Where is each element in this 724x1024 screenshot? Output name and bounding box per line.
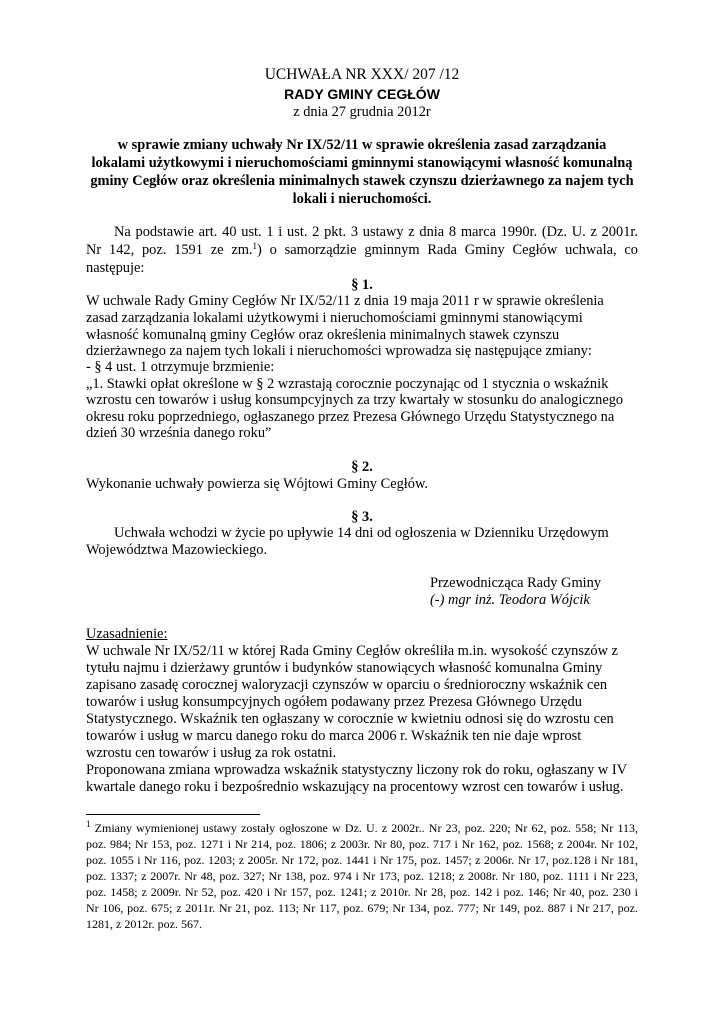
justification-line: towarów i usług konsumpcyjnych ogółem podawany przez Prezesa Głównego Urzędu	[86, 694, 582, 710]
preamble-line: następuje:	[86, 260, 145, 276]
preamble-line: Nr 142, poz. 1591 ze zm.$^1$) o samorządzie gminnym Rada Gminy Cegłów uchwala, co	[86, 241, 639, 258]
footnote-reference: 1	[252, 241, 258, 251]
justification-line: W uchwale Nr IX/52/11 w której Rada Gminy Cegłów określiła m.in. wysokość czynszów z	[86, 643, 618, 659]
signature-name: (-) mgr inż. Teodora Wójcik	[430, 592, 590, 608]
section-heading: § 3.	[351, 509, 373, 525]
footnote-line: poz. 1055 i Nr 116, poz. 1203; z 2005r. Nr 172, poz. 1441 i Nr 175, poz. 1457; z 2006r. Nr 17, poz.128 i Nr 181,	[86, 853, 638, 867]
subject-line: w sprawie zmiany uchwały Nr IX/52/11 w sprawie określenia zasad zarządzania	[117, 137, 607, 153]
preamble-line: Na podstawie art. 40 ust. 1 i ust. 2 pkt. 3 ustawy z dnia 8 marca 1990r. (Dz. U. z 2001r.	[114, 224, 638, 240]
section-line: Wykonanie uchwały powierza się Wójtowi Gminy Cegłów.	[86, 476, 429, 492]
section-line: zasad zarządzania lokalami użytkowymi i nieruchomościami gminnymi stanowiącymi	[86, 310, 583, 326]
footnote-line: $^1$ Zmiany wymienionej ustawy zostały ogłoszone w Dz. U. z 2002r.. Nr 23, poz. 220; Nr 62, poz. 558; Nr 113,	[86, 819, 638, 835]
subject-line: lokalami użytkowymi i nieruchomościami gminnymi stanowiącymi własność komunalną	[91, 155, 633, 171]
footnote-line: poz. 1337; z 2007r. Nr 48, poz. 327; Nr 138, poz. 974 i Nr 173, poz. 1218; z 2008r. Nr 180, poz. 1111 i Nr 223,	[86, 869, 638, 883]
section-line: Województwa Mazowieckiego.	[86, 542, 268, 558]
footnote-separator	[86, 814, 260, 815]
section-line: własność komunalną gminy Cegłów oraz określenia minimalnych stawek czynszu	[86, 327, 560, 343]
subject-line: gminy Cegłów oraz określenia minimalnych stawek czynszu dzierżawnego za najem tych	[90, 173, 634, 189]
justification-line: zapisano zasadę corocznej waloryzacji czynszów w oparciu o średnioroczny wskaźnik cen	[86, 677, 608, 693]
resolution-date: z dnia 27 grudnia 2012r	[293, 104, 431, 120]
council-name: RADY GMINY CEGŁÓW	[284, 86, 440, 102]
resolution-title: UCHWAŁA NR XXX/ 207 /12	[264, 66, 460, 83]
section-line: dzierżawnego za najem tych lokali i nieruchomości wprowadza się następujące zmiany:	[86, 343, 592, 359]
justification-line: tytułu najmu i dzierżawy gruntów i budynków stanowiących własność komunalna Gminy	[86, 660, 603, 676]
subject-line: lokali i nieruchomości.	[292, 191, 432, 207]
footnote-line: Nr 106, poz. 675; z 2011r. Nr 21, poz. 113; Nr 117, poz. 679; Nr 134, poz. 777; Nr 149, poz. 887 i Nr 217, poz.	[86, 901, 638, 915]
section-line: - § 4 ust. 1 otrzymuje brzmienie:	[86, 359, 275, 375]
section-line: dzień 30 września danego roku”	[86, 425, 272, 441]
justification-line: Statystycznego. Wskaźnik ten ogłaszany w corocznie w kwietniu odnosi się do wzrostu cen	[86, 711, 614, 727]
signature-role: Przewodnicząca Rady Gminy	[430, 575, 602, 591]
section-line: „1. Stawki opłat określone w § 2 wzrastają corocznie poczynając od 1 stycznia o wskaźnik	[86, 376, 609, 392]
section-line: W uchwale Rady Gminy Cegłów Nr IX/52/11 z dnia 19 maja 2011 r w sprawie określenia	[86, 293, 604, 309]
section-heading: § 2.	[351, 459, 373, 475]
section-heading: § 1.	[351, 277, 373, 293]
justification-heading: Uzasadnienie:	[86, 626, 168, 642]
section-line: wzrostu cen towarów i usług konsumpcyjnych za trzy kwartały w stosunku do analogicznego	[86, 392, 624, 408]
justification-line: towarów i usług w marcu danego roku do marca 2006 r. Wskaźnik ten nie daje wprost	[86, 728, 582, 744]
footnote-line: poz. 1458; z 2009r. Nr 52, poz. 420 i Nr 157, poz. 1241; z 2010r. Nr 28, poz. 142 i poz. 146; Nr 40, poz. 230 i	[86, 885, 638, 899]
justification-line: kwartale danego roku i bezpośrednio wskazujący na procentowy wzrost cen towarów i usług.	[86, 779, 624, 795]
footnote-line: 1281, z 2012r. poz. 567.	[86, 917, 202, 931]
footnote-mark: 1	[86, 819, 91, 829]
justification-line: wzrostu cen towarów i usług za rok ostatni.	[86, 745, 337, 761]
section-line: Uchwała wchodzi w życie po upływie 14 dni od ogłoszenia w Dzienniku Urzędowym	[114, 525, 609, 541]
footnote-line: poz. 984; Nr 153, poz. 1271 i Nr 214, poz. 1806; z 2003r. Nr 80, poz. 717 i Nr 162, poz. 1568; z 2004r. Nr 102,	[86, 837, 638, 851]
justification-line: Proponowana zmiana wprowadza wskaźnik statystyczny liczony rok do roku, ogłaszany w IV	[86, 762, 628, 778]
section-line: okresu roku poprzedniego, ogłaszanego przez Prezesa Głównego Urzędu Statystycznego na	[86, 409, 615, 425]
